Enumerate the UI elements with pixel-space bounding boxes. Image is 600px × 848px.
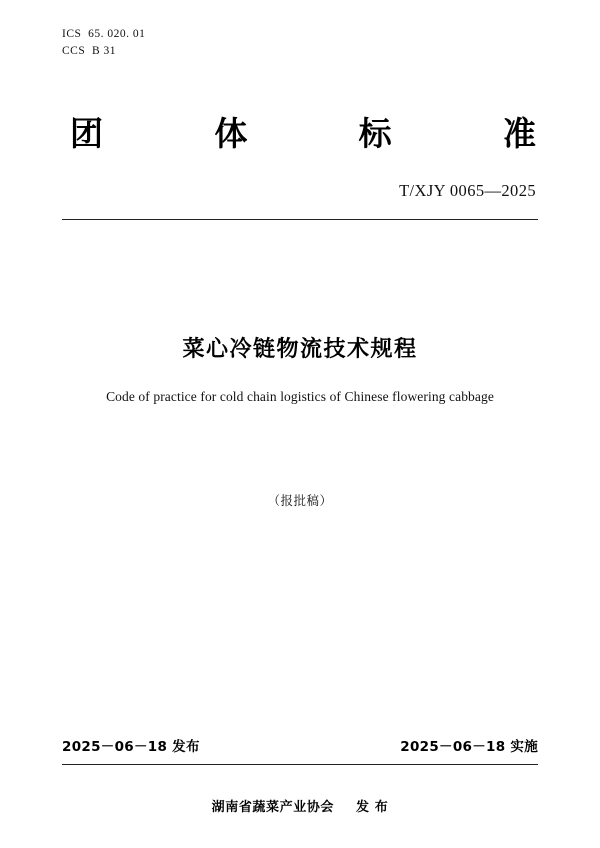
banner-char-ti: 体: [214, 114, 248, 153]
publisher-line: [0, 796, 600, 815]
standard-number: T/XJY 0065—2025: [399, 181, 536, 200]
banner-group-standard: [62, 108, 538, 155]
banner-char-biao: 标: [358, 114, 392, 153]
publisher-name: 湖南省蔬菜产业协会: [211, 800, 335, 815]
document-stage-label: （报批稿）: [267, 493, 333, 508]
banner-char-zhun: 准: [502, 114, 536, 153]
banner-char-tuan: 团: [70, 114, 103, 153]
issue-date: 2025－06－18 发布: [62, 739, 200, 755]
effective-date: 2025－06－18 实施: [400, 739, 538, 755]
classification-codes: [62, 0, 538, 60]
publish-label: 发 布: [356, 800, 389, 815]
footer-divider: [62, 764, 538, 765]
document-title-english: Code of practice for cold chain logistics of Chinese flowering cabbage: [106, 389, 494, 404]
ccs-code: CCS B 31: [62, 45, 117, 57]
date-row: [62, 735, 538, 755]
header-divider: [62, 219, 538, 220]
document-title-chinese: 菜心冷链物流技术规程: [182, 337, 418, 362]
ics-code: ICS 65. 020. 01: [62, 28, 146, 40]
